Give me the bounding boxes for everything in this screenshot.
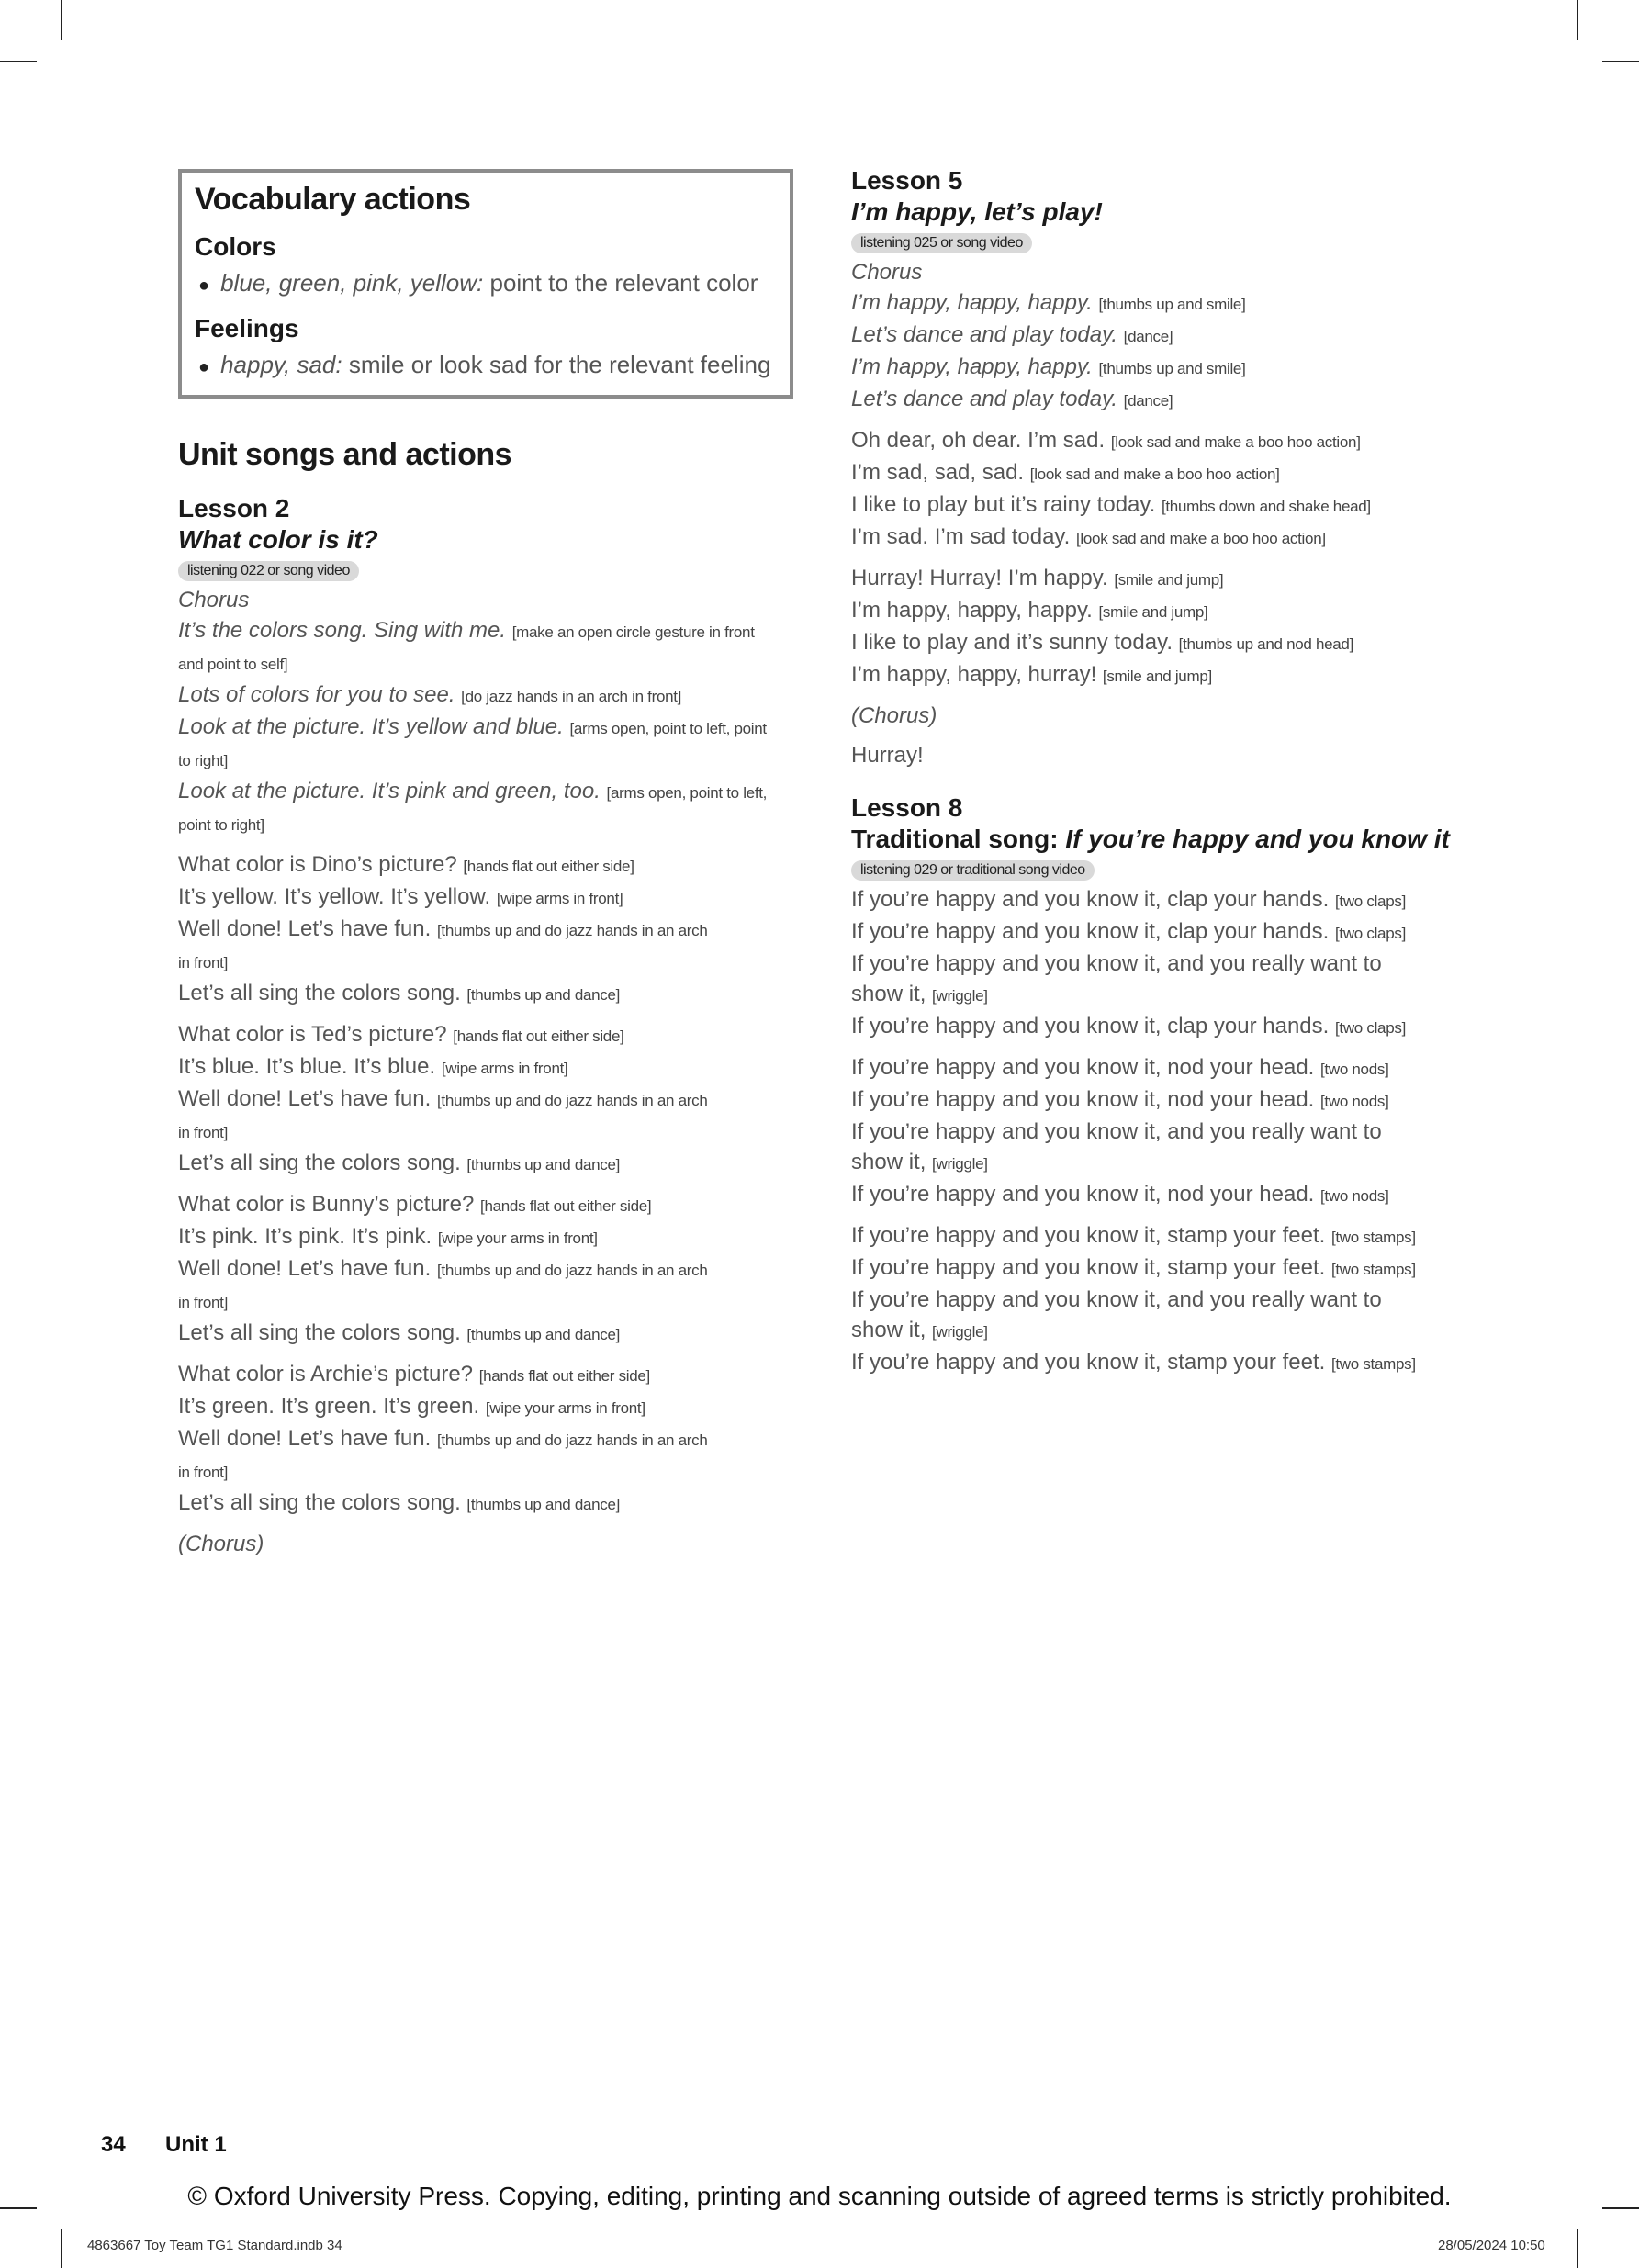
action-note: [smile and jump]: [1098, 603, 1208, 621]
verse: [178, 849, 799, 1010]
lyric-line: [851, 425, 1494, 457]
verse: [851, 884, 1494, 1043]
unit-songs-heading: Unit songs and actions: [178, 437, 512, 472]
lyric-line: [851, 1220, 1494, 1252]
lyric-line: [851, 1252, 1494, 1285]
action-note: [look sad and make a boo hoo action]: [1029, 466, 1280, 483]
lyric-line: [178, 1423, 799, 1488]
lyric-line: [851, 457, 1494, 489]
lyric-text: I’m sad. I’m sad today.: [851, 524, 1071, 549]
lyric-text: It’s yellow. It’s yellow. It’s yellow.: [178, 884, 491, 909]
lyric-text: What color is Ted’s picture?: [178, 1022, 447, 1047]
lyric-text: If you’re happy and you know it, clap your hands.: [851, 1014, 1330, 1039]
lyric-text: If you’re happy and you know it, stamp your feet.: [851, 1350, 1326, 1375]
action-note: [two claps]: [1334, 1019, 1406, 1037]
lyric-text: Hurray! Hurray! I’m happy.: [851, 566, 1108, 590]
lyric-text: I like to play and it’s sunny today.: [851, 630, 1173, 655]
action-note: [two claps]: [1334, 893, 1406, 910]
action-note: [thumbs up and nod head]: [1178, 635, 1353, 653]
action-note: [wipe your arms in front]: [485, 1399, 645, 1417]
verse: [178, 1359, 799, 1520]
lesson-2-title: What color is it?: [178, 525, 378, 554]
lyric-line: [851, 1147, 1494, 1179]
lyric-line: [178, 1253, 799, 1318]
crop-mark: [61, 2229, 62, 2268]
action-note: [hands flat out either side]: [478, 1367, 650, 1385]
lyric-line: [178, 1391, 799, 1423]
lyric-line: [851, 1084, 1494, 1117]
lyric-line: [851, 384, 1494, 416]
action-note: [two nods]: [1320, 1061, 1389, 1078]
colors-heading: Colors: [195, 232, 276, 261]
lyric-line: [851, 287, 1494, 320]
action-note: [thumbs up and do jazz hands in an arch: [436, 1432, 708, 1449]
print-timestamp: 28/05/2024 10:50: [1438, 2238, 1545, 2253]
feelings-bullet: ● happy, sad: smile or look sad for the relevant feeling: [198, 351, 771, 378]
action-note: [two nods]: [1320, 1187, 1389, 1205]
lyric-line: [851, 1315, 1494, 1347]
lyric-text: Look at the picture. It’s yellow and blue.: [178, 714, 564, 739]
lesson-8-label: Lesson 8: [851, 793, 963, 822]
audio-badge: listening 029 or traditional song video: [851, 860, 1095, 881]
action-note: [wriggle]: [932, 1323, 988, 1341]
action-note: to right]: [178, 752, 228, 769]
colors-bullet: ● blue, green, pink, yellow: point to the relevant color: [198, 269, 758, 297]
lyric-line: [178, 1019, 799, 1051]
lyric-text: It’s green. It’s green. It’s green.: [178, 1394, 480, 1419]
action-note: [thumbs up and dance]: [466, 986, 621, 1004]
lyric-text: Let’s all sing the colors song.: [178, 981, 461, 1005]
action-note: [wipe arms in front]: [496, 890, 623, 907]
lyric-text: Let’s all sing the colors song.: [178, 1320, 461, 1345]
feelings-heading: Feelings: [195, 314, 299, 342]
lyric-text: If you’re happy and you know it, clap your hands.: [851, 919, 1330, 944]
left-column: [178, 437, 799, 1559]
lesson-2-label: Lesson 2: [178, 494, 290, 522]
lyric-line: [178, 914, 799, 978]
crop-mark: [61, 0, 62, 40]
lyric-text: If you’re happy and you know it, clap your hands.: [851, 887, 1330, 912]
lyric-line: [851, 979, 1494, 1011]
lyric-text: show it,: [851, 1150, 926, 1174]
action-note: [smile and jump]: [1114, 571, 1224, 589]
lyric-line: [851, 1052, 1494, 1084]
action-note: [dance]: [1123, 328, 1173, 345]
action-note: [two claps]: [1334, 925, 1406, 942]
action-note: point to right]: [178, 816, 264, 834]
action-note: [thumbs up and do jazz hands in an arch: [436, 922, 708, 939]
lyric-line: [178, 1148, 799, 1180]
lyric-line: [851, 949, 1494, 979]
action-note: [wriggle]: [932, 1155, 988, 1173]
lyric-line: [851, 627, 1494, 659]
action-note: in front]: [178, 1124, 228, 1141]
action-note: [do jazz hands in an arch in front]: [461, 688, 682, 705]
lyric-text: If you’re happy and you know it, and you really want to: [851, 1287, 1382, 1312]
chorus-reference: (Chorus): [851, 703, 937, 728]
crop-mark: [1577, 2229, 1578, 2268]
bullet-icon: ●: [198, 357, 210, 377]
lyric-line: [178, 1359, 799, 1391]
lyric-text: If you’re happy and you know it, nod your head.: [851, 1182, 1315, 1207]
lyric-text: What color is Dino’s picture?: [178, 852, 457, 877]
lyric-text: I’m happy, happy, happy.: [851, 354, 1093, 379]
action-note: [look sad and make a boo hoo action]: [1075, 530, 1326, 547]
chorus-reference: (Chorus): [178, 1532, 264, 1556]
lyric-line: [851, 1011, 1494, 1043]
lyric-text: If you’re happy and you know it, stamp your feet.: [851, 1223, 1326, 1248]
page-number: 34: [101, 2132, 126, 2157]
crop-mark: [0, 61, 37, 62]
crop-mark: [1602, 61, 1639, 62]
action-note: [two stamps]: [1330, 1229, 1416, 1246]
audio-badge: listening 025 or song video: [851, 233, 1032, 253]
lyric-line: [178, 1083, 799, 1148]
lyric-text: Let’s dance and play today.: [851, 387, 1117, 411]
action-note: [dance]: [1123, 392, 1173, 410]
lyric-text: show it,: [851, 1318, 926, 1342]
lyric-line: [851, 916, 1494, 949]
verse: [178, 1019, 799, 1180]
lyric-line: [178, 615, 799, 679]
vocabulary-title: Vocabulary actions: [195, 182, 471, 217]
action-note: [wipe arms in front]: [441, 1060, 568, 1077]
lyric-line: [178, 1318, 799, 1350]
verse: [851, 1052, 1494, 1211]
lyric-line: [178, 1189, 799, 1221]
song-ending: Hurray!: [851, 743, 924, 768]
lesson-2-verses: [178, 849, 799, 1520]
lyric-text: What color is Archie’s picture?: [178, 1362, 474, 1387]
action-note: [arms open, point to left,: [606, 784, 768, 802]
lesson-8-verses: [851, 884, 1494, 1379]
lyric-line: [178, 1221, 799, 1253]
bullet-icon: ●: [198, 275, 210, 296]
verse: [851, 1220, 1494, 1379]
lyric-text: If you’re happy and you know it, and you really want to: [851, 1119, 1382, 1144]
action-note: [thumbs up and do jazz hands in an arch: [436, 1262, 708, 1279]
lesson-5-chorus: [851, 287, 1494, 416]
lyric-line: [178, 712, 799, 776]
chorus-label: Chorus: [178, 588, 250, 612]
lyric-line: [851, 595, 1494, 627]
crop-mark: [1577, 0, 1578, 40]
action-note: [two nods]: [1320, 1093, 1389, 1110]
lyric-line: [851, 659, 1494, 691]
action-note: in front]: [178, 1464, 228, 1481]
print-slug: 4863667 Toy Team TG1 Standard.indb 34: [87, 2238, 342, 2253]
lyric-text: show it,: [851, 982, 926, 1006]
action-note: [two stamps]: [1330, 1261, 1416, 1278]
action-note: [thumbs up and do jazz hands in an arch: [436, 1092, 708, 1109]
lyric-line: [178, 881, 799, 914]
lyric-line: [851, 1285, 1494, 1315]
lyric-text: Oh dear, oh dear. I’m sad.: [851, 428, 1106, 453]
lyric-text: Let’s all sing the colors song.: [178, 1490, 461, 1515]
action-note: [thumbs up and dance]: [466, 1326, 621, 1343]
lyric-line: [178, 978, 799, 1010]
lyric-text: I’m sad, sad, sad.: [851, 460, 1025, 485]
copyright-notice: © Oxford University Press. Copying, editing, printing and scanning outside of agreed terms is strictly prohibited.: [187, 2182, 1452, 2210]
lyric-line: [851, 884, 1494, 916]
lyric-text: Let’s all sing the colors song.: [178, 1151, 461, 1175]
vocabulary-actions-box: [178, 169, 793, 399]
chorus-label: Chorus: [851, 260, 923, 285]
lyric-text: If you’re happy and you know it, nod your head.: [851, 1087, 1315, 1112]
action-note: [make an open circle gesture in front: [511, 623, 755, 641]
lyric-text: It’s blue. It’s blue. It’s blue.: [178, 1054, 436, 1079]
lyric-line: [851, 352, 1494, 384]
action-note: [wriggle]: [932, 987, 988, 1005]
action-note: [look sad and make a boo hoo action]: [1110, 433, 1361, 451]
action-note: and point to self]: [178, 656, 288, 673]
lesson-5-label: Lesson 5: [851, 166, 963, 195]
lyric-line: [178, 679, 799, 712]
action-note: [thumbs up and dance]: [466, 1156, 621, 1173]
lyric-text: It’s pink. It’s pink. It’s pink.: [178, 1224, 432, 1249]
unit-label: Unit 1: [165, 2132, 227, 2157]
verse: [178, 1189, 799, 1350]
lyric-line: [178, 1051, 799, 1083]
action-note: [thumbs up and smile]: [1098, 296, 1246, 313]
lyric-text: Well done! Let’s have fun.: [178, 1256, 432, 1281]
action-note: [two stamps]: [1330, 1355, 1416, 1373]
lyric-line: [851, 563, 1494, 595]
right-column: [851, 165, 1494, 1388]
audio-badge: listening 022 or song video: [178, 561, 359, 581]
action-note: in front]: [178, 954, 228, 971]
lyric-text: If you’re happy and you know it, stamp your feet.: [851, 1255, 1326, 1280]
action-note: in front]: [178, 1294, 228, 1311]
lyric-line: [851, 1347, 1494, 1379]
lyric-line: [851, 320, 1494, 352]
action-note: [smile and jump]: [1102, 668, 1212, 685]
lyric-line: [851, 1179, 1494, 1211]
lyric-text: I’m happy, happy, happy.: [851, 598, 1093, 623]
lyric-text: Let’s dance and play today.: [851, 322, 1117, 347]
action-note: [hands flat out either side]: [453, 1027, 624, 1045]
lesson-5-title: I’m happy, let’s play!: [851, 197, 1103, 226]
lyric-text: Well done! Let’s have fun.: [178, 916, 432, 941]
lesson-2-chorus: [178, 615, 799, 840]
lesson-5-verse-1: [851, 425, 1494, 554]
action-note: [arms open, point to left, point: [569, 720, 767, 737]
lyric-text: I like to play but it’s rainy today.: [851, 492, 1156, 517]
lesson-8-title: Traditional song: If you’re happy and you know it: [851, 825, 1450, 853]
lyric-line: [851, 489, 1494, 522]
lyric-line: [178, 776, 799, 840]
lyric-text: I’m happy, happy, hurray!: [851, 662, 1097, 687]
lyric-text: If you’re happy and you know it, nod your head.: [851, 1055, 1315, 1080]
lesson-5-verse-2: [851, 563, 1494, 691]
lyric-text: What color is Bunny’s picture?: [178, 1192, 475, 1217]
lyric-text: If you’re happy and you know it, and you really want to: [851, 951, 1382, 976]
lyric-text: Well done! Let’s have fun.: [178, 1426, 432, 1451]
action-note: [hands flat out either side]: [463, 858, 634, 875]
action-note: [thumbs up and dance]: [466, 1496, 621, 1513]
lyric-text: Lots of colors for you to see.: [178, 682, 455, 707]
lyric-line: [178, 849, 799, 881]
lyric-line: [851, 1117, 1494, 1147]
lyric-text: Well done! Let’s have fun.: [178, 1086, 432, 1111]
lyric-line: [851, 522, 1494, 554]
lyric-text: It’s the colors song. Sing with me.: [178, 618, 507, 643]
action-note: [hands flat out either side]: [480, 1197, 652, 1215]
action-note: [thumbs down and shake head]: [1161, 498, 1371, 515]
action-note: [wipe your arms in front]: [437, 1229, 598, 1247]
action-note: [thumbs up and smile]: [1098, 360, 1246, 377]
lyric-text: Look at the picture. It’s pink and green, too.: [178, 779, 601, 803]
lyric-text: I’m happy, happy, happy.: [851, 290, 1093, 315]
lyric-line: [178, 1488, 799, 1520]
